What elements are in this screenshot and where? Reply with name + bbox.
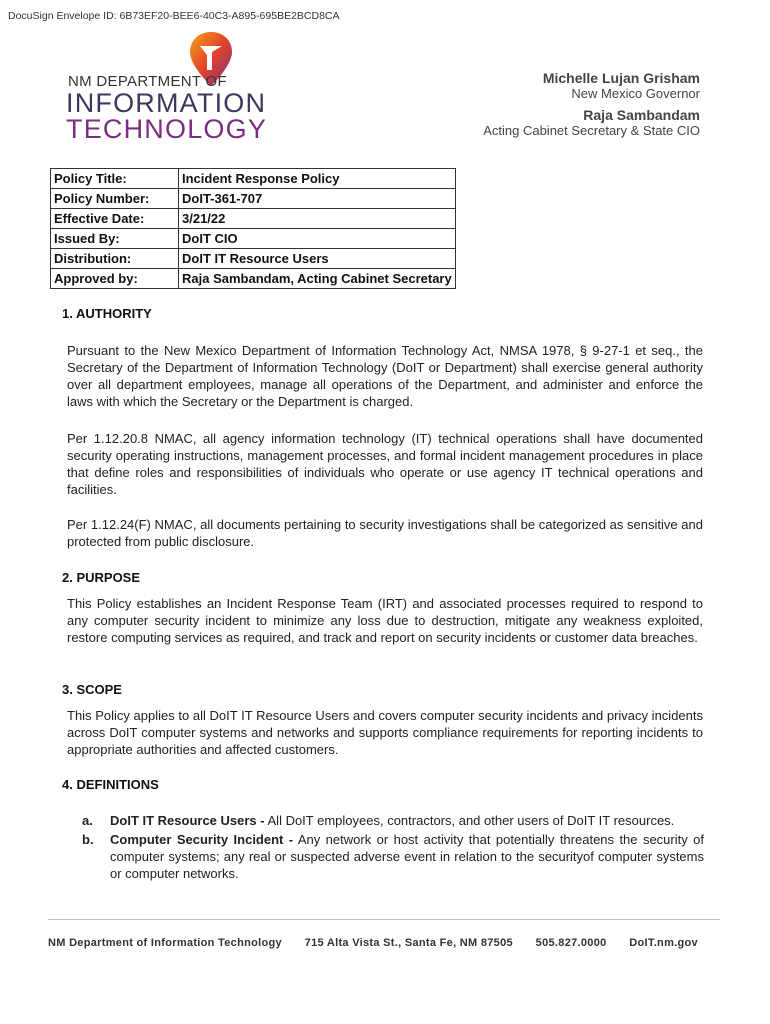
logo-department-text: NM DEPARTMENT OF (68, 73, 227, 90)
issued-by-value: DoIT CIO (179, 229, 456, 249)
list-marker: b. (82, 832, 94, 847)
approved-by-value: Raja Sambandam, Acting Cabinet Secretary (179, 269, 456, 289)
footer (48, 937, 698, 949)
authority-paragraph-1: Pursuant to the New Mexico Department of Information Technology Act, NMSA 1978, § 9-27-1 et seq., the Secretary of the Department of Information Technology (DoIT or Department) shall exercise general authority over all department employees, manage all operations of the Department, and administer and enforce the laws with which the Secretary or the Department is charged. (67, 343, 703, 409)
definitions-list (62, 812, 704, 884)
secretary-name: Raja Sambandam (583, 107, 700, 123)
authority-heading: 1. AUTHORITY (62, 306, 152, 321)
list-item (62, 831, 704, 882)
definition-term: DoIT IT Resource Users - (110, 813, 265, 828)
logo-information-text: INFORMATION (66, 88, 267, 118)
effective-date-value: 3/21/22 (179, 209, 456, 229)
footer-address: 715 Alta Vista St., Santa Fe, NM 87505 (304, 937, 513, 949)
scope-section (67, 707, 703, 758)
table-row (51, 269, 456, 289)
effective-date-label: Effective Date: (51, 209, 179, 229)
footer-divider (48, 919, 720, 920)
distribution-label: Distribution: (51, 249, 179, 269)
definition-text: Any network or host activity that potentially threatens the security of computer systems; any real or suspected adverse event in relation to the securityof computer systems or computer networks. (110, 832, 704, 881)
issued-by-label: Issued By: (51, 229, 179, 249)
list-item (62, 812, 704, 829)
approved-by-label: Approved by: (51, 269, 179, 289)
definition-text: All DoIT employees, contractors, and other users of DoIT IT resources. (264, 813, 675, 828)
definition-term: Computer Security Incident - (110, 832, 294, 847)
footer-department: NM Department of Information Technology (48, 937, 282, 949)
table-row (51, 169, 456, 189)
authority-paragraph-2: Per 1.12.20.8 NMAC, all agency information technology (IT) technical operations shall have documented security operating instructions, management processes, and formal incident management procedures in place that define roles and responsibilities of individuals who operate or use agency IT technical operations and facilities. (67, 431, 703, 497)
table-row (51, 209, 456, 229)
definitions-heading-block (62, 777, 704, 792)
governor-title: New Mexico Governor (571, 86, 700, 101)
authority-section-3 (67, 516, 703, 550)
policy-info-table (50, 168, 456, 289)
secretary-title: Acting Cabinet Secretary & State CIO (483, 123, 700, 138)
scope-paragraph: This Policy applies to all DoIT IT Resource Users and covers computer security incidents and privacy incidents across DoIT computer systems and networks and supports compliance requirements for reporting incidents to appropriate authorities and affected customers. (67, 708, 703, 757)
policy-title-value: Incident Response Policy (179, 169, 456, 189)
table-row (51, 249, 456, 269)
governor-name: Michelle Lujan Grisham (542, 70, 700, 86)
list-marker: a. (82, 813, 93, 828)
docusign-envelope-id: DocuSign Envelope ID: 6B73EF20-BEE6-40C3-A895-695BE2BCD8CA (8, 10, 340, 22)
purpose-heading-block (62, 570, 704, 585)
officials-block (483, 70, 700, 144)
policy-number-label: Policy Number: (51, 189, 179, 209)
purpose-section (67, 595, 703, 646)
purpose-heading: 2. PURPOSE (62, 570, 141, 585)
table-row (51, 229, 456, 249)
footer-phone: 505.827.0000 (535, 937, 607, 949)
purpose-paragraph: This Policy establishes an Incident Response Team (IRT) and associated processes required to respond to any computer security incident to minimize any loss due to destruction, mitigate any weakness exploited, restore computing services as required, and track and report on security incidents or customer data breaches. (67, 596, 703, 645)
definitions-heading: 4. DEFINITIONS (62, 777, 159, 792)
authority-paragraph-3: Per 1.12.24(F) NMAC, all documents pertaining to security investigations shall be categorized as sensitive and protected from public disclosure. (67, 517, 703, 549)
authority-section-2 (67, 430, 703, 498)
table-row (51, 189, 456, 209)
distribution-value: DoIT IT Resource Users (179, 249, 456, 269)
footer-website: DoIT.nm.gov (629, 937, 698, 949)
policy-number-value: DoIT-361-707 (179, 189, 456, 209)
policy-title-label: Policy Title: (51, 169, 179, 189)
logo-technology-text: TECHNOLOGY (66, 114, 268, 144)
authority-section (67, 342, 703, 410)
authority-heading-block (62, 306, 704, 321)
scope-heading: 3. SCOPE (62, 682, 122, 697)
scope-heading-block (62, 682, 704, 697)
